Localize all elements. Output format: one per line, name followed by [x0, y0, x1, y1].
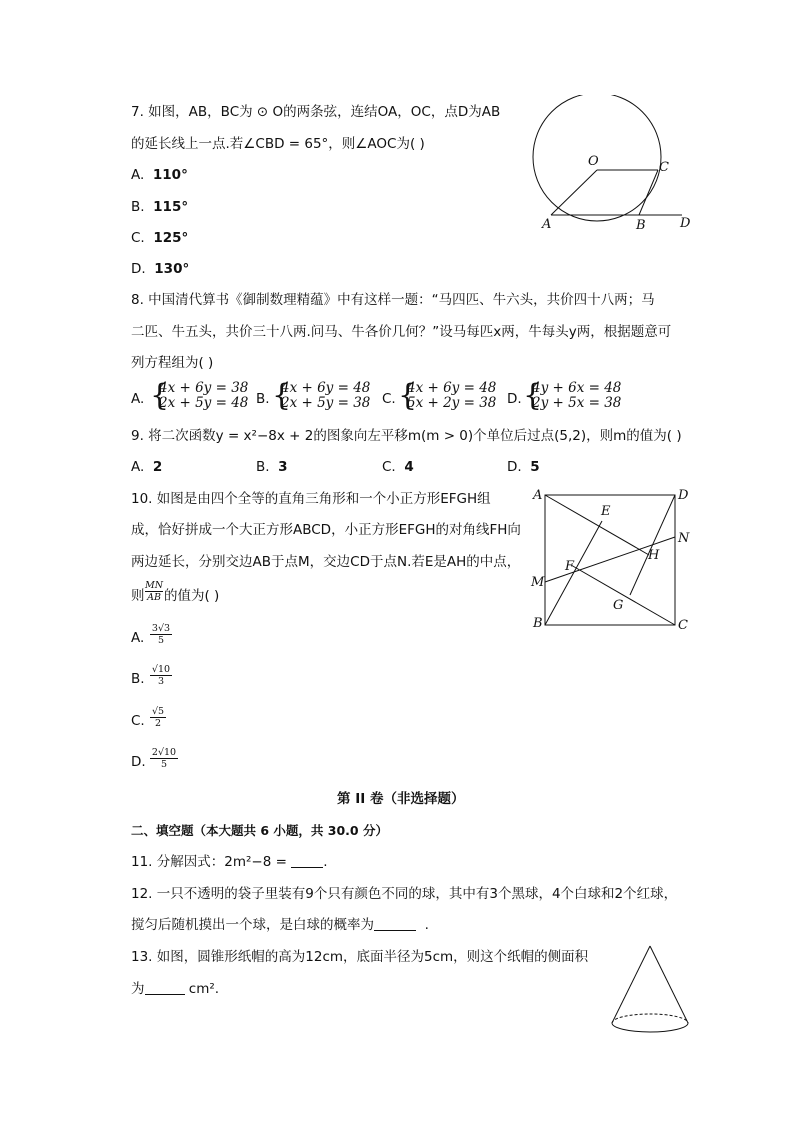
fraction-denominator: 2: [150, 717, 166, 729]
brace-icon: {: [150, 378, 170, 413]
q9-line1: 9. 将二次函数y = x²−8x + 2的图象向左平移m(m > 0)个单位后过点(5,2)，则m的值为( ): [131, 428, 682, 444]
segment-bc: [639, 170, 658, 215]
q7-line1: 7. 如图，AB，BC为 ⊙ O的两条弦，连结OA，OC，点D为AB: [131, 104, 501, 120]
q8-line2: 二匹、牛五头，共价三十八两.问马、牛各价几何？”设马每匹x两，牛每头y两，根据题意可: [131, 324, 672, 340]
q13-suffix: cm².: [184, 981, 220, 997]
segment-a-h: [545, 495, 649, 555]
q9-option-c: [382, 458, 414, 476]
q11-suffix: .: [323, 854, 328, 870]
q13-prefix: 为: [131, 981, 145, 997]
segment-ao: [551, 170, 597, 215]
q13-line2: [131, 980, 219, 998]
fraction-numerator: MN: [145, 580, 164, 591]
answer-blank: [145, 980, 185, 995]
option-value: 2: [152, 459, 163, 475]
option-label: A.: [131, 459, 145, 475]
equation-2: 2x + 5y = 38: [281, 395, 371, 411]
label-b: B: [533, 616, 543, 631]
fraction-numerator: 2√10: [151, 747, 177, 758]
cone-base-back: [612, 1014, 688, 1023]
answer-blank: [291, 853, 323, 868]
q7-option-b: [131, 198, 188, 216]
q9-option-d: [507, 458, 540, 476]
option-label: B.: [256, 391, 270, 407]
q10-line3: 两边延长，分别交边AB于点M，交边CD于点N.若E是AH的中点，: [131, 554, 521, 570]
brace-icon: {: [272, 378, 292, 413]
equation-2: 5x + 2y = 38: [407, 395, 497, 411]
q10-square-figure: [525, 484, 700, 634]
option-fraction: [150, 706, 166, 729]
q10-line4-prefix: 则: [131, 588, 145, 604]
equation-2: 2x + 5y = 48: [159, 395, 249, 411]
equation-1: 4x + 6y = 48: [407, 380, 497, 396]
q8-line1: 8. 中国清代算书《御制数理精蕴》中有这样一题：“马四匹、牛六头，共价四十八两；马: [131, 292, 655, 308]
q9-option-b: [256, 458, 288, 476]
option-value: 130°: [154, 261, 190, 277]
option-label: B.: [131, 199, 145, 215]
option-fraction: [150, 747, 178, 770]
q12-line2: [131, 916, 429, 934]
option-label: A.: [131, 167, 145, 183]
option-label: C.: [131, 713, 145, 729]
q10-line2: 成，恰好拼成一个大正方形ABCD，小正方形EFGH的对角线FH向: [131, 522, 521, 538]
equation-1: 4y + 6x = 48: [532, 380, 622, 396]
label-h: H: [648, 548, 660, 563]
label-e: E: [601, 504, 611, 519]
q10-line4-suffix: 的值为( ): [164, 588, 220, 604]
q11-prefix: 11. 分解因式：2m²−8 =: [131, 854, 292, 870]
option-label: D.: [131, 261, 146, 277]
option-label: C.: [382, 459, 396, 475]
fraction-denominator: 3: [150, 675, 172, 687]
fraction-denominator: 5: [150, 758, 178, 770]
q7-option-c: [131, 229, 188, 247]
q12-prefix: 搅匀后随机摸出一个球，是白球的概率为: [131, 917, 374, 933]
section-subtitle: 二、填空题（本大题共 6 小题，共 30.0 分）: [131, 823, 388, 838]
q12-line1: 12. 一只不透明的袋子里装有9个只有颜色不同的球，其中有3个黑球，4个白球和2个红球，: [131, 886, 678, 902]
q7-option-d: [131, 260, 189, 278]
option-value: 5: [530, 459, 540, 475]
option-value: 3: [278, 459, 288, 475]
label-a: A: [542, 217, 552, 232]
q11-line: [131, 853, 328, 871]
option-label: A.: [131, 630, 145, 646]
option-value: 115°: [153, 199, 189, 215]
cone-right-edge: [650, 946, 688, 1023]
label-m: M: [531, 575, 545, 590]
option-label: B.: [256, 459, 270, 475]
label-o: O: [588, 154, 599, 169]
option-value: 125°: [153, 230, 189, 246]
q9-option-a: [131, 458, 162, 476]
option-fraction: [150, 623, 172, 646]
fraction-denominator: 5: [150, 634, 172, 646]
q7-circle-figure: [520, 95, 700, 240]
q10-line1: 10. 如图是由四个全等的直角三角形和一个小正方形EFGH组: [131, 491, 491, 507]
option-label: A.: [131, 391, 145, 407]
option-label: B.: [131, 671, 145, 687]
fraction-numerator: √10: [151, 664, 171, 675]
section-title: 第 II 卷（非选择题）: [337, 791, 465, 807]
cone-left-edge: [612, 946, 650, 1023]
option-value: 110°: [152, 167, 188, 183]
fraction-denominator: AB: [145, 591, 163, 603]
label-c: C: [678, 618, 688, 633]
answer-blank: [374, 916, 416, 931]
fraction-numerator: √5: [151, 706, 165, 717]
segment-c-f: [571, 565, 675, 625]
option-fraction: [150, 664, 172, 687]
fraction-numerator: 3√3: [151, 623, 171, 634]
q13-cone-figure: [605, 940, 695, 1040]
q12-suffix: .: [424, 917, 429, 933]
label-b: B: [636, 218, 646, 233]
label-d: D: [678, 488, 689, 503]
q7-line2: 的延长线上一点.若∠CBD = 65°，则∠AOC为( ): [131, 136, 425, 152]
label-g: G: [613, 598, 624, 613]
option-label: D.: [507, 459, 522, 475]
label-a: A: [533, 488, 543, 503]
option-label: D.: [507, 391, 522, 407]
label-c: C: [659, 160, 669, 175]
equation-2: 2y + 5x = 38: [532, 395, 622, 411]
option-label: C.: [131, 230, 145, 246]
option-label: D.: [131, 754, 146, 770]
label-d: D: [680, 216, 691, 231]
label-f: F: [565, 559, 575, 574]
q13-line1: 13. 如图，圆锥形纸帽的高为12cm，底面半径为5cm，则这个纸帽的侧面积: [131, 949, 589, 965]
q8-line3: 列方程组为( ): [131, 355, 214, 371]
brace-icon: {: [398, 378, 418, 413]
label-n: N: [678, 531, 690, 546]
q10-fraction: [145, 580, 163, 603]
cone-base-front: [612, 1023, 688, 1032]
option-label: C.: [382, 391, 396, 407]
brace-icon: {: [523, 378, 543, 413]
equation-1: 4x + 6y = 38: [159, 380, 249, 396]
equation-1: 4x + 6y = 48: [281, 380, 371, 396]
q7-option-a: [131, 166, 188, 184]
option-value: 4: [404, 459, 414, 475]
